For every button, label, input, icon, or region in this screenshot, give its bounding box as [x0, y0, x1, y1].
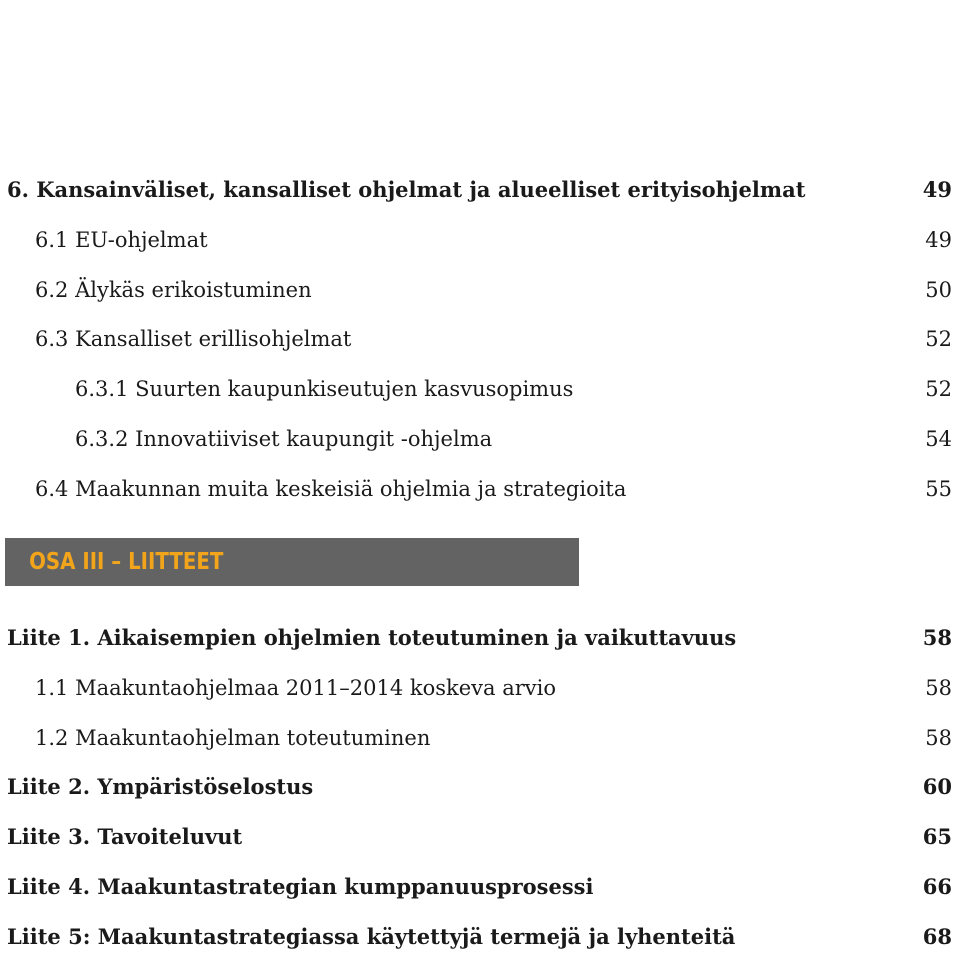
toc-entry-page: 58	[925, 726, 952, 750]
toc-entry-title: 6.3.2 Innovatiiviset kaupungit -ohjelma	[75, 427, 493, 451]
toc-entry-page: 52	[925, 377, 952, 401]
toc-entry-page: 49	[925, 228, 952, 252]
toc-entry-page: 50	[925, 278, 952, 302]
toc-entry-page: 55	[925, 477, 952, 501]
toc-entry-page: 65	[922, 824, 952, 849]
toc-entry-title: 6. Kansainväliset, kansalliset ohjelmat ja alueelliset erityisohjelmat	[7, 177, 806, 202]
toc-entry-title: 6.1 EU-ohjelmat	[35, 228, 208, 252]
toc-entry-title: Liite 5: Maakuntastrategiassa käytettyjä termejä ja lyhenteitä	[7, 924, 736, 949]
toc-entry[interactable]	[0, 369, 952, 409]
toc-entry-title: 1.1 Maakuntaohjelmaa 2011–2014 koskeva arvio	[35, 676, 557, 700]
toc-entry-title: 6.3.1 Suurten kaupunkiseutujen kasvusopimus	[75, 377, 574, 401]
toc-entry[interactable]	[0, 170, 952, 210]
toc-entry[interactable]	[0, 668, 952, 708]
toc-entry[interactable]	[0, 867, 952, 907]
toc-entry-title: 1.2 Maakuntaohjelman toteutuminen	[35, 726, 431, 750]
toc-entry[interactable]	[0, 718, 952, 758]
toc-entry-page: 60	[922, 774, 952, 799]
toc-entry-title: Liite 2. Ympäristöselostus	[7, 774, 314, 799]
toc-entry[interactable]	[0, 917, 952, 957]
toc-entry[interactable]	[0, 270, 952, 310]
toc-entry-title: 6.4 Maakunnan muita keskeisiä ohjelmia ja strategioita	[35, 477, 627, 501]
toc-entry[interactable]	[0, 817, 952, 857]
toc-entry-page: 58	[922, 625, 952, 650]
toc-entry-page: 58	[925, 676, 952, 700]
toc-entry-title: Liite 3. Tavoiteluvut	[7, 824, 243, 849]
toc-entry[interactable]	[0, 220, 952, 260]
toc-entry-page: 68	[922, 924, 952, 949]
toc-entry-page: 66	[922, 874, 952, 899]
toc-entry-page: 54	[925, 427, 952, 451]
toc-entry-title: 6.3 Kansalliset erillisohjelmat	[35, 327, 352, 351]
toc-entry-page: 52	[925, 327, 952, 351]
toc-entry[interactable]	[0, 618, 952, 658]
toc-entry-title: Liite 4. Maakuntastrategian kumppanuusprosessi	[7, 874, 594, 899]
toc-entry-title: 6.2 Älykäs erikoistuminen	[35, 278, 312, 302]
toc-entry-title: Liite 1. Aikaisempien ohjelmien toteutuminen ja vaikuttavuus	[7, 625, 737, 650]
section-banner	[5, 538, 579, 586]
toc-entry[interactable]	[0, 319, 952, 359]
toc-entry-page: 49	[922, 177, 952, 202]
section-heading: OSA III – LIITTEET	[29, 549, 224, 575]
toc-entry[interactable]	[0, 419, 952, 459]
toc-entry[interactable]	[0, 469, 952, 509]
toc-entry[interactable]	[0, 767, 952, 807]
